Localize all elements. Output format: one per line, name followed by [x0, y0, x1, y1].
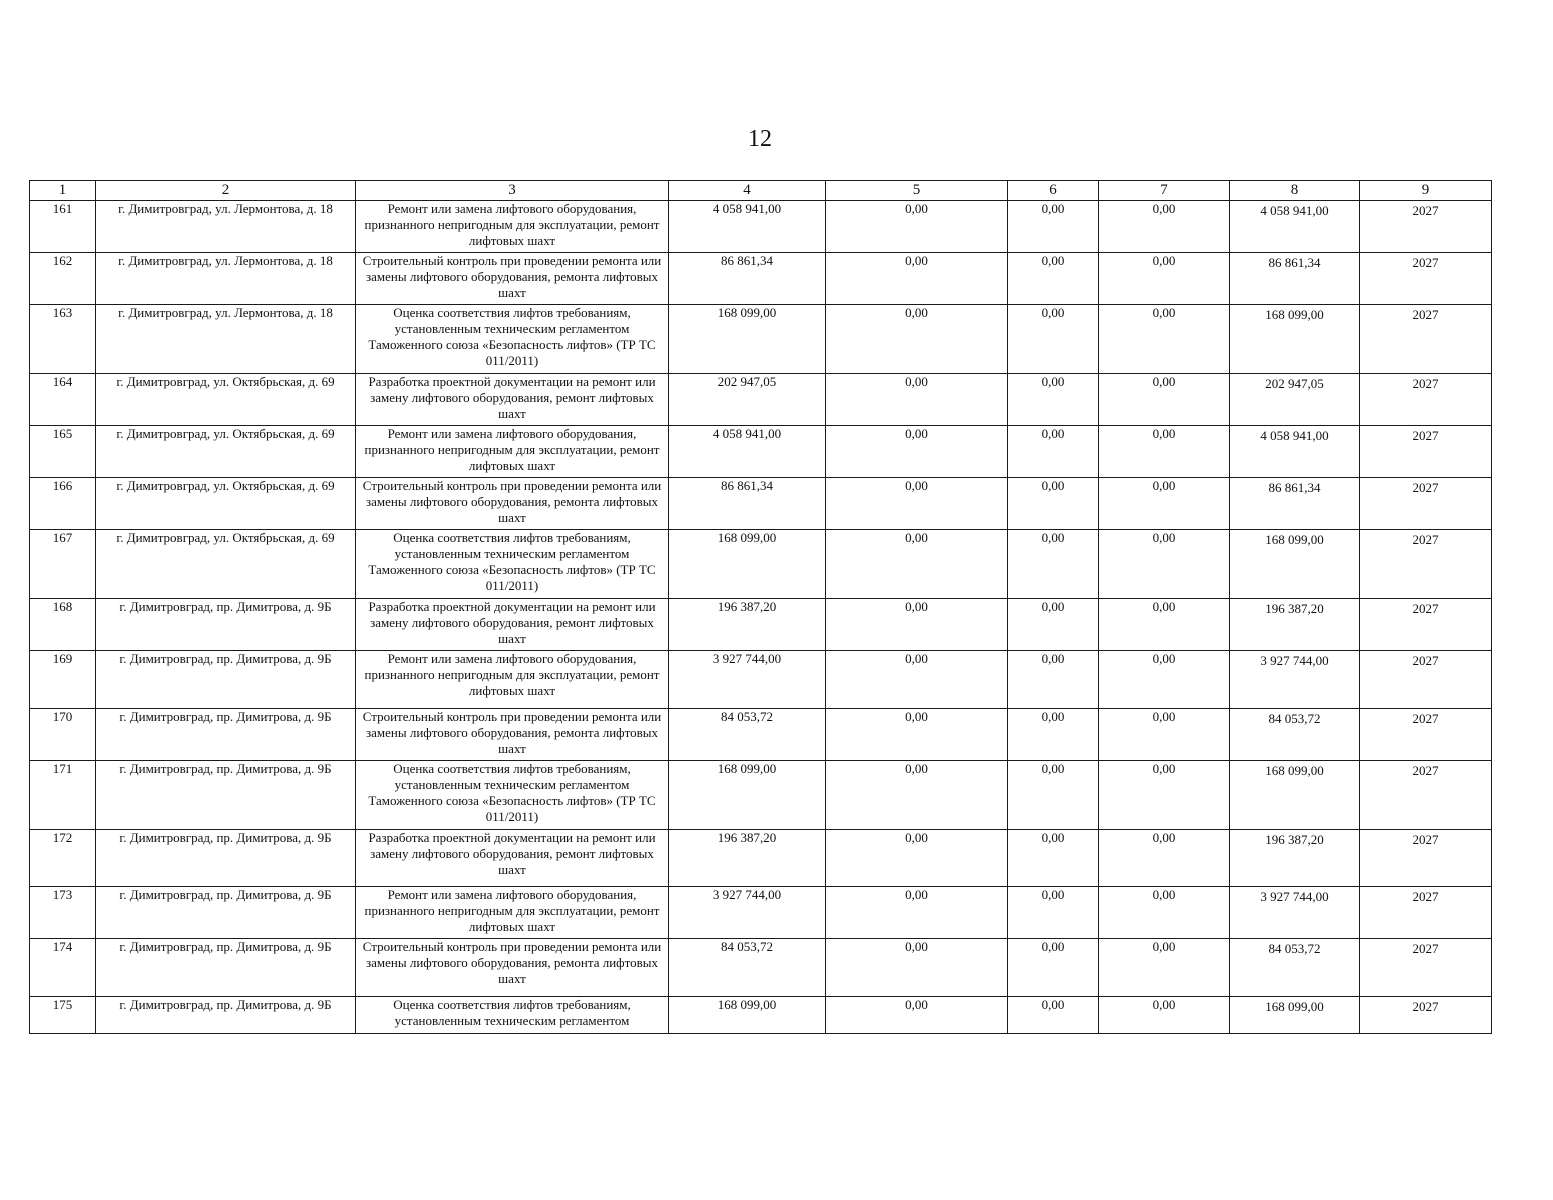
- row-work-description: Разработка проектной документации на ремонт или замену лифтового оборудования, ремонт лифтовых шахт: [356, 599, 669, 651]
- column-header-7: 7: [1099, 181, 1230, 201]
- table-row: [30, 305, 1492, 374]
- row-col6-value: 0,00: [1008, 426, 1099, 478]
- row-total-cost: 168 099,00: [669, 997, 826, 1034]
- row-total-cost: 168 099,00: [669, 530, 826, 599]
- row-number: 164: [30, 374, 96, 426]
- row-col6-value: 0,00: [1008, 709, 1099, 761]
- row-col5-value: 0,00: [826, 530, 1008, 599]
- row-address: г. Димитровград, ул. Лермонтова, д. 18: [96, 253, 356, 305]
- table-row: [30, 478, 1492, 530]
- table-row: [30, 939, 1492, 997]
- row-col7-value: 0,00: [1099, 253, 1230, 305]
- row-year: 2027: [1360, 651, 1492, 709]
- row-year: 2027: [1360, 426, 1492, 478]
- row-number: 173: [30, 887, 96, 939]
- row-col7-value: 0,00: [1099, 599, 1230, 651]
- column-header-8: 8: [1230, 181, 1360, 201]
- row-col8-value: 168 099,00: [1230, 530, 1360, 599]
- table-row: [30, 374, 1492, 426]
- row-col5-value: 0,00: [826, 939, 1008, 997]
- row-year: 2027: [1360, 830, 1492, 887]
- row-number: 169: [30, 651, 96, 709]
- table-row: [30, 887, 1492, 939]
- row-address: г. Димитровград, пр. Димитрова, д. 9Б: [96, 939, 356, 997]
- row-col6-value: 0,00: [1008, 253, 1099, 305]
- row-year: 2027: [1360, 939, 1492, 997]
- column-header-1: 1: [30, 181, 96, 201]
- row-work-description: Ремонт или замена лифтового оборудования, признанного непригодным для эксплуатации, ремонт лифтовых шахт: [356, 201, 669, 253]
- row-col7-value: 0,00: [1099, 761, 1230, 830]
- row-col8-value: 86 861,34: [1230, 253, 1360, 305]
- row-year: 2027: [1360, 305, 1492, 374]
- row-number: 168: [30, 599, 96, 651]
- row-number: 170: [30, 709, 96, 761]
- works-table: [29, 180, 1492, 1034]
- table-row: [30, 201, 1492, 253]
- row-year: 2027: [1360, 253, 1492, 305]
- row-col7-value: 0,00: [1099, 939, 1230, 997]
- row-year: 2027: [1360, 761, 1492, 830]
- table-row: [30, 426, 1492, 478]
- row-col6-value: 0,00: [1008, 478, 1099, 530]
- column-header-6: 6: [1008, 181, 1099, 201]
- row-address: г. Димитровград, пр. Димитрова, д. 9Б: [96, 997, 356, 1034]
- row-col6-value: 0,00: [1008, 201, 1099, 253]
- column-header-4: 4: [669, 181, 826, 201]
- row-address: г. Димитровград, пр. Димитрова, д. 9Б: [96, 761, 356, 830]
- row-year: 2027: [1360, 201, 1492, 253]
- row-col7-value: 0,00: [1099, 530, 1230, 599]
- row-number: 161: [30, 201, 96, 253]
- row-col5-value: 0,00: [826, 830, 1008, 887]
- row-work-description: Ремонт или замена лифтового оборудования, признанного непригодным для эксплуатации, ремонт лифтовых шахт: [356, 651, 669, 709]
- row-address: г. Димитровград, ул. Октябрьская, д. 69: [96, 478, 356, 530]
- row-number: 172: [30, 830, 96, 887]
- table-body: [30, 201, 1492, 1034]
- row-total-cost: 202 947,05: [669, 374, 826, 426]
- row-col8-value: 168 099,00: [1230, 997, 1360, 1034]
- row-work-description: Разработка проектной документации на ремонт или замену лифтового оборудования, ремонт лифтовых шахт: [356, 830, 669, 887]
- row-work-description: Ремонт или замена лифтового оборудования, признанного непригодным для эксплуатации, ремонт лифтовых шахт: [356, 426, 669, 478]
- row-address: г. Димитровград, ул. Октябрьская, д. 69: [96, 530, 356, 599]
- row-total-cost: 168 099,00: [669, 305, 826, 374]
- row-address: г. Димитровград, пр. Димитрова, д. 9Б: [96, 887, 356, 939]
- row-col6-value: 0,00: [1008, 761, 1099, 830]
- row-col8-value: 168 099,00: [1230, 761, 1360, 830]
- row-col8-value: 4 058 941,00: [1230, 426, 1360, 478]
- row-col5-value: 0,00: [826, 887, 1008, 939]
- row-address: г. Димитровград, пр. Димитрова, д. 9Б: [96, 651, 356, 709]
- row-work-description: Строительный контроль при проведении ремонта или замены лифтового оборудования, ремонта лифтовых шахт: [356, 478, 669, 530]
- row-number: 162: [30, 253, 96, 305]
- row-number: 175: [30, 997, 96, 1034]
- row-col8-value: 196 387,20: [1230, 599, 1360, 651]
- row-address: г. Димитровград, пр. Димитрова, д. 9Б: [96, 709, 356, 761]
- row-year: 2027: [1360, 997, 1492, 1034]
- table-row: [30, 761, 1492, 830]
- row-col8-value: 4 058 941,00: [1230, 201, 1360, 253]
- row-col7-value: 0,00: [1099, 887, 1230, 939]
- row-col5-value: 0,00: [826, 305, 1008, 374]
- row-col6-value: 0,00: [1008, 887, 1099, 939]
- row-year: 2027: [1360, 599, 1492, 651]
- row-col5-value: 0,00: [826, 761, 1008, 830]
- row-work-description: Оценка соответствия лифтов требованиям, установленным техническим регламентом: [356, 997, 669, 1034]
- row-total-cost: 196 387,20: [669, 830, 826, 887]
- row-work-description: Оценка соответствия лифтов требованиям, установленным техническим регламентом Таможенного союза «Безопасность лифтов» (ТР ТС 011/2011): [356, 761, 669, 830]
- row-col6-value: 0,00: [1008, 651, 1099, 709]
- row-total-cost: 86 861,34: [669, 253, 826, 305]
- column-header-5: 5: [826, 181, 1008, 201]
- table-row: [30, 530, 1492, 599]
- row-col8-value: 202 947,05: [1230, 374, 1360, 426]
- row-col8-value: 196 387,20: [1230, 830, 1360, 887]
- row-col8-value: 84 053,72: [1230, 709, 1360, 761]
- row-col6-value: 0,00: [1008, 530, 1099, 599]
- row-work-description: Строительный контроль при проведении ремонта или замены лифтового оборудования, ремонта лифтовых шахт: [356, 939, 669, 997]
- row-number: 165: [30, 426, 96, 478]
- row-work-description: Оценка соответствия лифтов требованиям, установленным техническим регламентом Таможенного союза «Безопасность лифтов» (ТР ТС 011/2011): [356, 530, 669, 599]
- row-col7-value: 0,00: [1099, 305, 1230, 374]
- row-col6-value: 0,00: [1008, 374, 1099, 426]
- row-work-description: Ремонт или замена лифтового оборудования, признанного непригодным для эксплуатации, ремонт лифтовых шахт: [356, 887, 669, 939]
- row-total-cost: 4 058 941,00: [669, 201, 826, 253]
- row-number: 174: [30, 939, 96, 997]
- row-col5-value: 0,00: [826, 426, 1008, 478]
- row-year: 2027: [1360, 530, 1492, 599]
- row-col5-value: 0,00: [826, 997, 1008, 1034]
- row-col7-value: 0,00: [1099, 830, 1230, 887]
- row-col7-value: 0,00: [1099, 478, 1230, 530]
- row-col6-value: 0,00: [1008, 305, 1099, 374]
- row-work-description: Строительный контроль при проведении ремонта или замены лифтового оборудования, ремонта лифтовых шахт: [356, 253, 669, 305]
- row-work-description: Разработка проектной документации на ремонт или замену лифтового оборудования, ремонт лифтовых шахт: [356, 374, 669, 426]
- row-col7-value: 0,00: [1099, 426, 1230, 478]
- row-work-description: Строительный контроль при проведении ремонта или замены лифтового оборудования, ремонта лифтовых шахт: [356, 709, 669, 761]
- row-col7-value: 0,00: [1099, 651, 1230, 709]
- page-number: 12: [748, 126, 772, 152]
- row-address: г. Димитровград, пр. Димитрова, д. 9Б: [96, 830, 356, 887]
- table-row: [30, 651, 1492, 709]
- row-col5-value: 0,00: [826, 201, 1008, 253]
- row-total-cost: 84 053,72: [669, 709, 826, 761]
- row-col8-value: 3 927 744,00: [1230, 887, 1360, 939]
- table-header: [30, 181, 1492, 201]
- column-header-9: 9: [1360, 181, 1492, 201]
- row-total-cost: 86 861,34: [669, 478, 826, 530]
- row-col5-value: 0,00: [826, 478, 1008, 530]
- row-address: г. Димитровград, ул. Октябрьская, д. 69: [96, 374, 356, 426]
- row-col8-value: 84 053,72: [1230, 939, 1360, 997]
- row-col6-value: 0,00: [1008, 997, 1099, 1034]
- row-col5-value: 0,00: [826, 599, 1008, 651]
- row-col7-value: 0,00: [1099, 374, 1230, 426]
- row-number: 163: [30, 305, 96, 374]
- row-year: 2027: [1360, 374, 1492, 426]
- row-address: г. Димитровград, ул. Лермонтова, д. 18: [96, 201, 356, 253]
- row-number: 167: [30, 530, 96, 599]
- row-col7-value: 0,00: [1099, 201, 1230, 253]
- row-col5-value: 0,00: [826, 253, 1008, 305]
- table-row: [30, 599, 1492, 651]
- header-row: [30, 181, 1492, 201]
- row-col5-value: 0,00: [826, 651, 1008, 709]
- row-address: г. Димитровград, пр. Димитрова, д. 9Б: [96, 599, 356, 651]
- table-row: [30, 997, 1492, 1034]
- row-address: г. Димитровград, ул. Лермонтова, д. 18: [96, 305, 356, 374]
- row-col5-value: 0,00: [826, 709, 1008, 761]
- row-total-cost: 3 927 744,00: [669, 651, 826, 709]
- row-number: 166: [30, 478, 96, 530]
- row-year: 2027: [1360, 478, 1492, 530]
- row-total-cost: 4 058 941,00: [669, 426, 826, 478]
- row-col6-value: 0,00: [1008, 830, 1099, 887]
- row-year: 2027: [1360, 887, 1492, 939]
- row-col7-value: 0,00: [1099, 997, 1230, 1034]
- row-col8-value: 168 099,00: [1230, 305, 1360, 374]
- row-number: 171: [30, 761, 96, 830]
- column-header-2: 2: [96, 181, 356, 201]
- row-col8-value: 86 861,34: [1230, 478, 1360, 530]
- row-total-cost: 196 387,20: [669, 599, 826, 651]
- row-work-description: Оценка соответствия лифтов требованиям, установленным техническим регламентом Таможенного союза «Безопасность лифтов» (ТР ТС 011/2011): [356, 305, 669, 374]
- row-total-cost: 168 099,00: [669, 761, 826, 830]
- row-col5-value: 0,00: [826, 374, 1008, 426]
- table-row: [30, 709, 1492, 761]
- row-year: 2027: [1360, 709, 1492, 761]
- row-address: г. Димитровград, ул. Октябрьская, д. 69: [96, 426, 356, 478]
- row-col6-value: 0,00: [1008, 599, 1099, 651]
- table-row: [30, 253, 1492, 305]
- row-col8-value: 3 927 744,00: [1230, 651, 1360, 709]
- table-row: [30, 830, 1492, 887]
- row-col7-value: 0,00: [1099, 709, 1230, 761]
- row-total-cost: 3 927 744,00: [669, 887, 826, 939]
- row-total-cost: 84 053,72: [669, 939, 826, 997]
- row-col6-value: 0,00: [1008, 939, 1099, 997]
- column-header-3: 3: [356, 181, 669, 201]
